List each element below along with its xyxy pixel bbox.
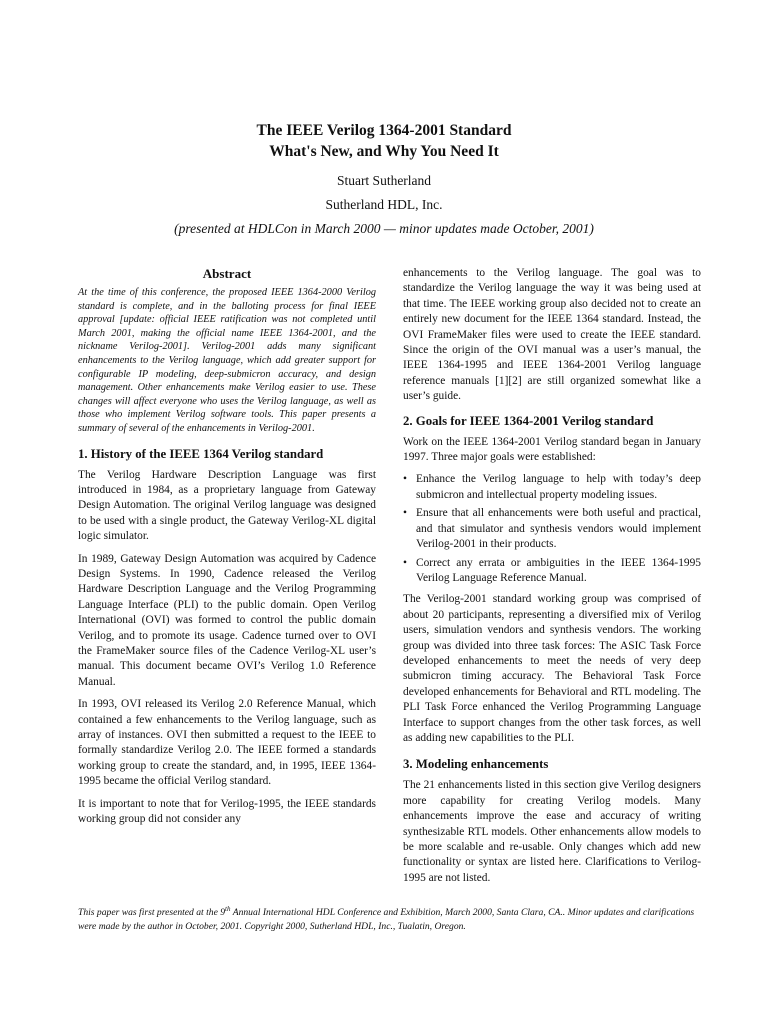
list-item-text: Enhance the Verilog language to help with today’s deep submicron and intellectual property modeling issues. (416, 473, 701, 501)
section-1-heading: 1. History of the IEEE 1364 Verilog standard (78, 446, 324, 461)
author-affiliation: Sutherland HDL, Inc. (325, 197, 443, 212)
list-item-text: Ensure that all enhancements were both useful and practical, and that simulator and synthesis vendors would implement Verilog-2001 in their products. (416, 507, 701, 551)
bullet-icon: • (403, 556, 407, 569)
bullet-icon: • (403, 507, 407, 520)
author-name: Stuart Sutherland (336, 173, 432, 188)
list-item-text: Correct any errata or ambiguities in the IEEE 1364-1995 Verilog Language Reference Manual. (416, 556, 701, 584)
section-1-paragraph-4-continued: enhancements to the Verilog language. The goal was to standardize the Verilog language the way it was being used at that time. The IEEE working group also decided not to create an entirely new document for the IEEE 1364 standard. Instead, the OVI FrameMaker files were used to create the IEEE standard. Since the origin of the OVI manual was a user’s manual, the IEEE 1364-1995 and IEEE 1364-2001 Verilog language reference manuals [1][2] are still organized somewhat like a user’s guide. (403, 267, 701, 403)
paper-title-line-1: The IEEE Verilog 1364-2001 Standard (256, 122, 512, 139)
bullet-icon: • (403, 473, 407, 486)
section-2-paragraph-2: The Verilog-2001 standard working group was comprised of about 20 participants, representing a diversified mix of Verilog users, simulation vendors and synthesis vendors. The working group was divided into three task forces: The ASIC Task Force developed enhancements to meet the needs of very deep submicron timing accuracy. The Behavioral Task Force developed enhancements for Behavioral and RTL modeling. The PLI Task Force enhanced the Verilog Programming Language Interface to support changes from the other task forces, as well as adding new capabilities to the PLI. (403, 593, 701, 744)
section-1-paragraph-4: It is important to note that for Verilog-1995, the IEEE standards working group did not consider any (78, 797, 376, 826)
presented-note: (presented at HDLCon in March 2000 — minor updates made October, 2001) (174, 221, 594, 236)
abstract-heading: Abstract (202, 266, 252, 281)
footnote (78, 906, 703, 933)
section-2-heading: 2. Goals for IEEE 1364-2001 Verilog standard (403, 413, 654, 428)
section-2-paragraph-1: Work on the IEEE 1364-2001 Verilog standard began in January 1997. Three major goals were established: (403, 435, 701, 464)
section-3-paragraph-1: The 21 enhancements listed in this section give Verilog designers more capability for creating Verilog models. Many enhancements improve the ease and accuracy of writing synthesizable RTL models. Other enhancements allow models to be more scalable and re-usable. Only changes which add new functionality or syntax are listed here. Clarifications to Verilog-1995 are not listed. (403, 779, 701, 884)
paper-title-line-2: What's New, and Why You Need It (269, 143, 499, 160)
list-item (403, 472, 701, 503)
goals-list (403, 472, 701, 586)
footnote-prefix: This paper was first presented at the 9 (78, 907, 226, 918)
paper-header (0, 120, 768, 238)
section-3-heading: 3. Modeling enhancements (403, 757, 549, 772)
section-1-paragraph-3: In 1993, OVI released its Verilog 2.0 Reference Manual, which contained a few enhancements to the Verilog language, such as array of instances. OVI then submitted a request to the IEEE to formally standardize Verilog 2.0. The IEEE formed a standards working group to create the standard, and, in 1995, IEEE 1364-1995 became the official Verilog standard. (78, 698, 376, 788)
section-1-paragraph-1: The Verilog Hardware Description Language was first introduced in 1984, as a proprietary language from Gateway Design Automation. The original Verilog language was designed to be used with a single product, the Gateway Verilog-XL digital logic simulator. (78, 468, 376, 543)
left-column (78, 266, 376, 834)
section-1-paragraph-2: In 1989, Gateway Design Automation was acquired by Cadence Design Systems. In 1990, Cadence released the Verilog Hardware Description Language and the Verilog Programming Language Interface (PLI) to the public domain. Open Verilog International (OVI) was formed to control the public domain Verilog, and to promote its usage. Cadence turned over to OVI the FrameMaker source files of the Cadence Verilog-XL user’s manual. This document became OVI’s Verilog 1.0 Reference Manual. (78, 552, 376, 688)
footnote-suffix: Annual International HDL Conference and Exhibition, March 2000, Santa Clara, CA.. Minor updates and clarifications were made by the author in October, 2001. Copyright 2000, Sutherland HDL, Inc., Tualatin, Oregon. (78, 907, 695, 932)
right-column (403, 266, 701, 893)
list-item (403, 506, 701, 552)
abstract-body: At the time of this conference, the proposed IEEE 1364-2000 Verilog standard is complete, and in the balloting process for final IEEE approval [update: official IEEE ratification was not completed until March 2001, making the official name IEEE 1364-2001, and the nickname Verilog-2001]. Verilog-2001 adds many significant enhancements to the Verilog language, which add greater support for configurable IP modeling, deep-submicron accuracy, and design management. Other enhancements make Verilog easier to use. These changes will affect everyone who uses the Verilog language, as well as those who implement Verilog software tools. This paper presents a summary of several of the enhancements in Verilog-2001. (78, 287, 376, 434)
list-item (403, 556, 701, 587)
footnote-superscript: th (225, 904, 231, 913)
